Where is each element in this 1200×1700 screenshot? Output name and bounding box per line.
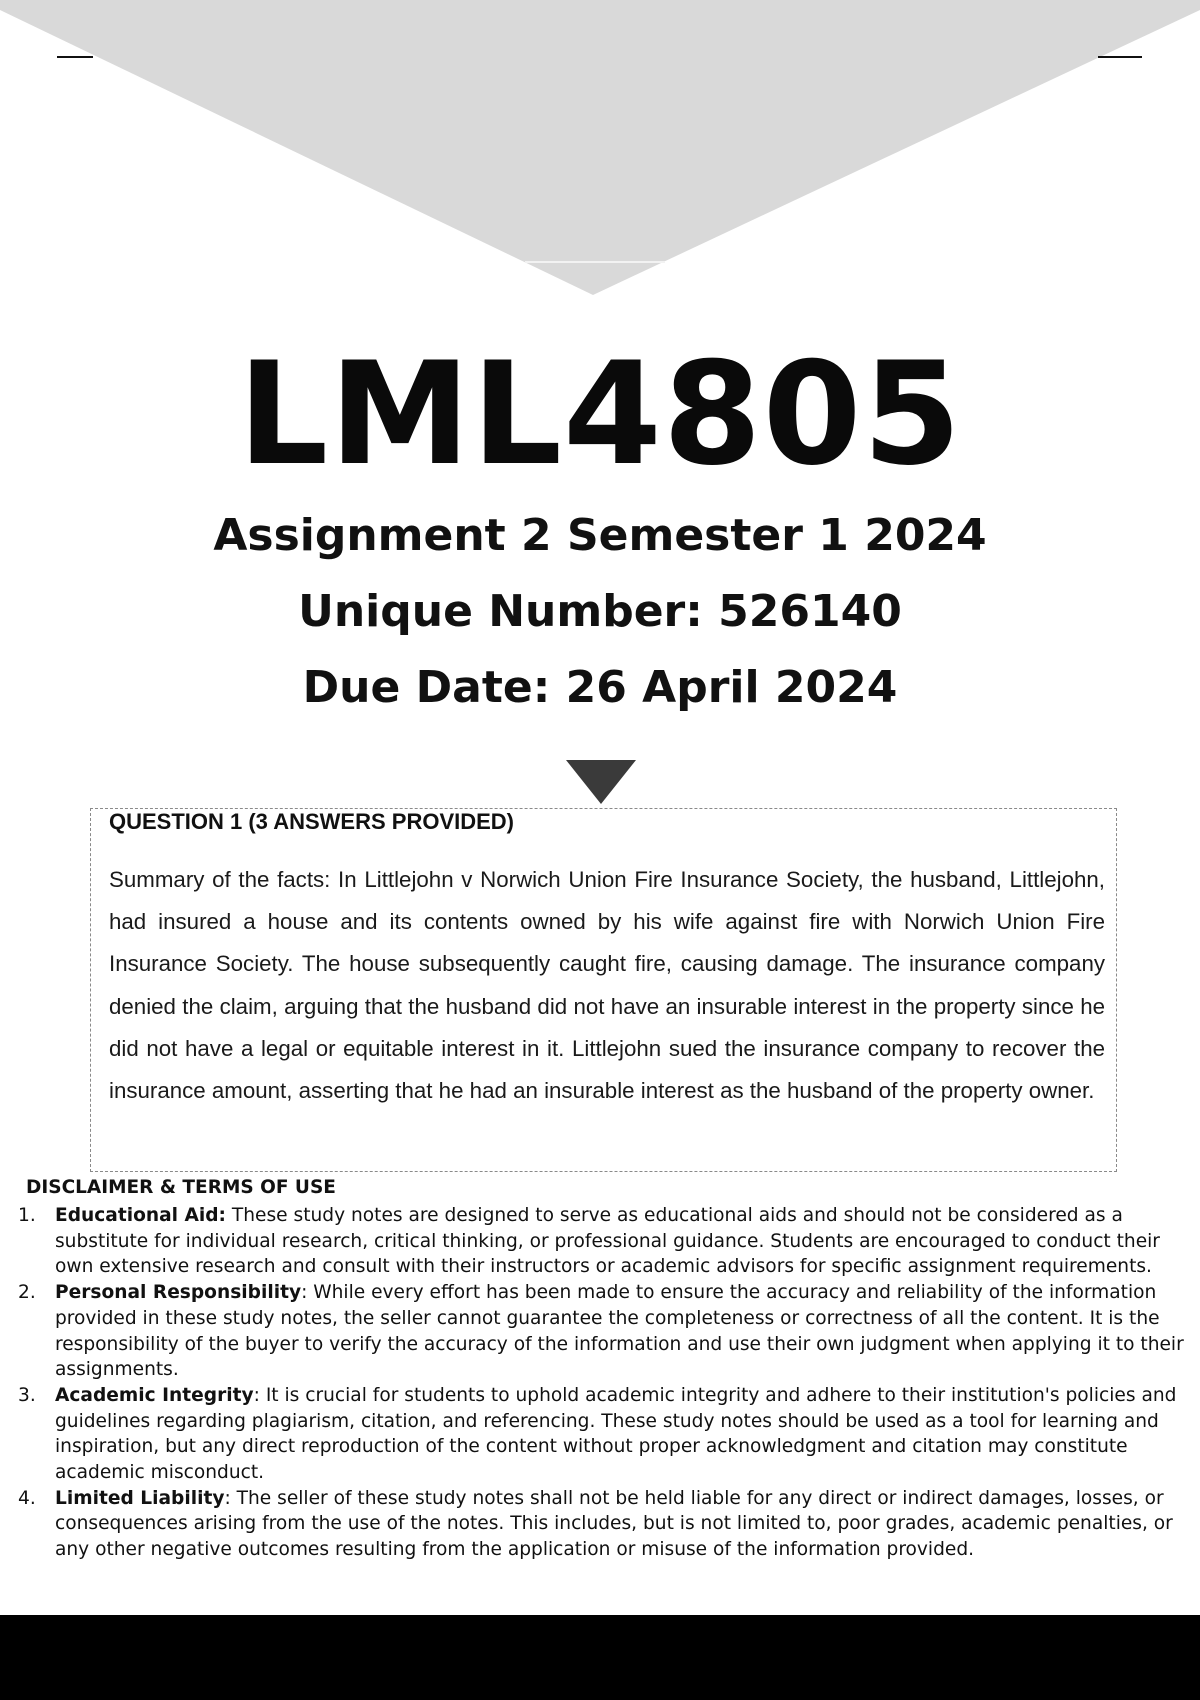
disclaimer-item-limited-liability <box>18 1486 1188 1563</box>
footer-black-bar <box>0 1615 1200 1700</box>
cover-banner-chevron <box>0 0 1200 300</box>
disclaimer-item-academic-integrity <box>18 1383 1188 1486</box>
disclaimer-item-title: Limited Liability <box>55 1487 225 1509</box>
question-summary-text: Summary of the facts: In Littlejohn v Norwich Union Fire Insurance Society, the husband, Littlejohn, had insured a house and its contents owned by his wife against fire with Norwich Union Fire Insurance Society. The house subsequently caught fire, causing damage. The insurance company denied the claim, arguing that the husband did not have an insurable interest in the property since he did not have a legal or equitable interest in it. Littlejohn sued the insurance company to recover the insurance amount, asserting that he had an insurable interest as the husband of the property owner. <box>109 867 1105 1104</box>
disclaimer-item-text: : While every effort has been made to ensure the accuracy and reliability of the information provided in these study notes, the seller cannot guarantee the completeness or correctness of all the content. It is the responsibility of the buyer to verify the accuracy of the information and use their own judgment when applying it to their assignments. <box>55 1282 1184 1381</box>
due-date-line: Due Date: 26 April 2024 <box>302 662 898 713</box>
disclaimer-item-title: Educational Aid: <box>55 1205 226 1226</box>
disclaimer-list <box>18 1203 1188 1563</box>
down-triangle-icon <box>566 760 636 804</box>
disclaimer-item-educational-aid <box>18 1203 1188 1280</box>
disclaimer-item-text: These study notes are designed to serve as educational aids and should not be considered as a substitute for individual research, critical thinking, or professional guidance. Students are encouraged to conduct their own extensive research and consult with their instructors or academic advisors for specific assignment requirements. <box>55 1205 1160 1278</box>
disclaimer-heading: DISCLAIMER & TERMS OF USE <box>26 1177 336 1198</box>
question-heading: QUESTION 1 (3 ANSWERS PROVIDED) <box>109 809 515 834</box>
corner-rule-left <box>57 56 93 58</box>
corner-rule-right <box>1098 56 1142 58</box>
disclaimer-item-number: 3. <box>18 1384 36 1406</box>
disclaimer-item-number: 4. <box>18 1487 36 1509</box>
disclaimer-item-number: 1. <box>18 1205 36 1226</box>
assignment-subtitle: Assignment 2 Semester 1 2024 <box>213 510 987 561</box>
course-code-title: LML4805 <box>237 332 963 497</box>
unique-number-line: Unique Number: 526140 <box>298 586 902 637</box>
disclaimer-item-text: : It is crucial for students to uphold academic integrity and adhere to their institution's policies and guidelines regarding plagiarism, citation, and referencing. These study notes should be used as a tool for learning and inspiration, but any direct reproduction of the content without proper acknowledgment and citation may constitute academic misconduct. <box>55 1384 1177 1484</box>
banner-chevron-shape <box>0 0 1200 295</box>
disclaimer-item-title: Personal Responsibility <box>55 1282 302 1304</box>
disclaimer-item-number: 2. <box>18 1282 36 1304</box>
disclaimer-item-text: : The seller of these study notes shall not be held liable for any direct or indirect damages, losses, or consequences arising from the use of the notes. This includes, but is not limited to, poor grades, academic penalties, or any other negative outcomes resulting from the application or misuse of the information provided. <box>55 1487 1173 1561</box>
disclaimer-item-title: Academic Integrity <box>55 1384 254 1406</box>
disclaimer-item-personal-responsibility <box>18 1280 1188 1383</box>
